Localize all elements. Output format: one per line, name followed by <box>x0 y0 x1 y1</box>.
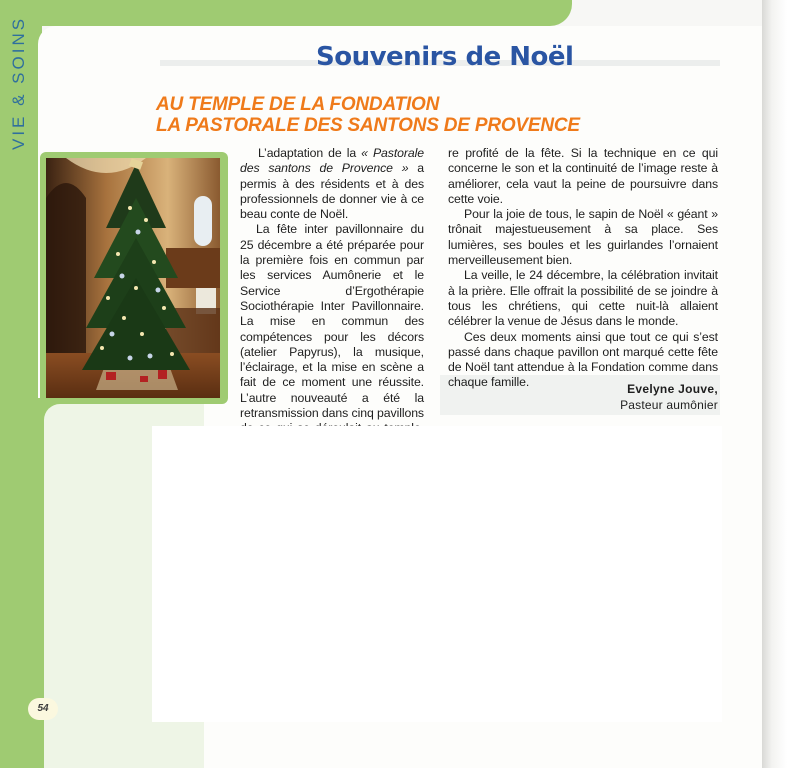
subtitle-line-1: AU TEMPLE DE LA FONDATION <box>156 94 440 115</box>
paragraph-sapin: Pour la joie de tous, le sapin de Noël « géant » trônait majestueusement à sa place. Ses lumières, ses boules et les guirlandes l’ornaient merveilleusement bien. <box>448 207 718 268</box>
paragraph-fete-continued: re profité de la fête. Si la technique en ce qui concerne le son et la continuité de l’image reste à améliorer, cela vaut la peine de poursuivre dans cette voie. <box>448 146 718 206</box>
section-label: VIE & SOINS <box>9 15 28 150</box>
intro-italic-title: « Pastorale des santons de Provence » <box>240 146 424 176</box>
binding-gutter <box>762 0 787 768</box>
page-number: 54 <box>37 703 49 714</box>
article-column-2 <box>448 146 718 391</box>
subtitle-line-2: LA PASTORALE DES SANTONS DE PROVENCE <box>156 115 580 136</box>
intro-text-end: a permis à des résidents et à des professionnels de donner vie à ce beau conte de Noël. <box>240 161 424 222</box>
christmas-tree-image <box>46 158 220 398</box>
paragraph-veille: La veille, le 24 décembre, la célébration invitait à la prière. Elle offrait la possibilité de se joindre à tous les chrétiens, qui cette nuit-là allaient célébrer la venue de Jésus dans le monde. <box>448 268 718 329</box>
article-title: Souvenirs de Noël <box>316 42 574 72</box>
blank-redacted-area <box>152 426 722 722</box>
signature-name: Evelyne Jouve, <box>627 382 718 396</box>
article-subtitle <box>156 94 580 136</box>
paragraph-fete: La fête inter pavillonnaire du 25 décembre a été préparée pour la première fois en commun par les services Aumônerie et le Service d’Ergothérapie Sociothérapie Inter Pavillonnaire. La mise en commun des compétences pour les décors (atelier Papyrus), la musique, l’éclairage, et la mise en scène a fait de ce moment une réussite. L’autre nouveauté a été la retransmission dans cinq pavillons <box>240 222 424 421</box>
signature-role: Pasteur aumônier <box>620 398 718 412</box>
article-column-1 <box>240 146 424 467</box>
paragraph-intro <box>240 146 424 222</box>
paragraph-conclusion: Ces deux moments ainsi que tout ce qui s’est passé dans chaque pavillon ont marqué cette fête de Noël tant attendue à la Fondation comme dans chaque famille. <box>448 329 718 390</box>
green-top-band <box>0 0 572 26</box>
intro-text: L’adaptation de la <box>258 146 362 160</box>
christmas-tree-photo <box>46 158 220 398</box>
